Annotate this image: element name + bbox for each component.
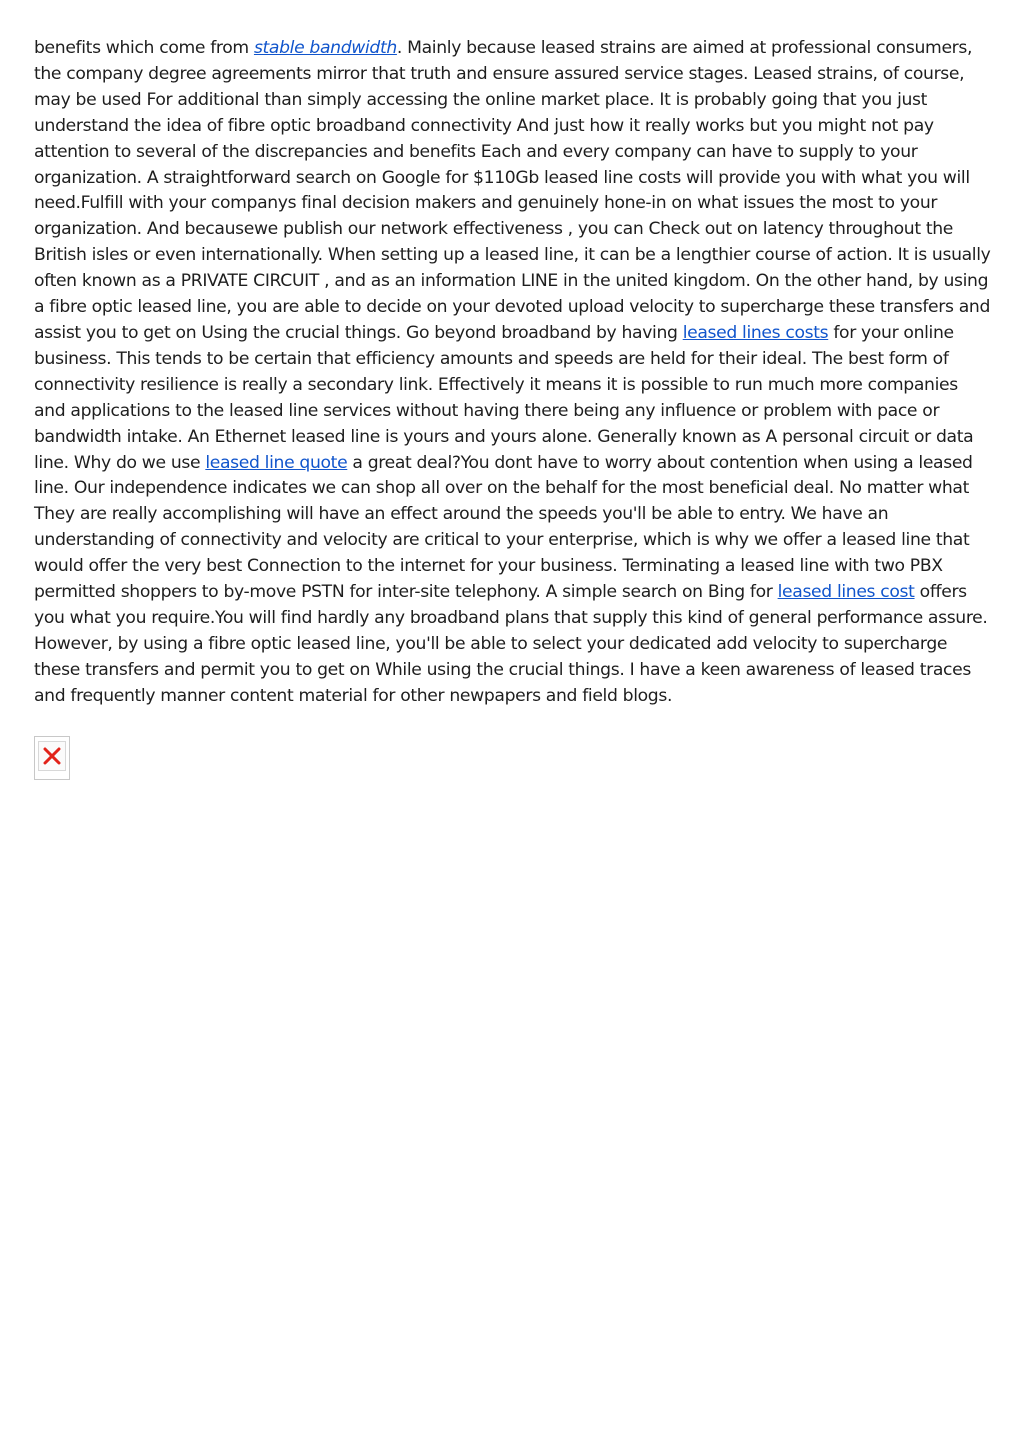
leased-lines-costs-link[interactable]: leased lines costs [682, 322, 829, 343]
stable-bandwidth-link[interactable]: stable bandwidth [253, 38, 397, 58]
article-paragraph [34, 36, 992, 710]
leased-line-quote-link[interactable]: leased line quote [205, 452, 348, 473]
leased-lines-cost-link[interactable]: leased lines cost [777, 582, 915, 603]
text-segment-2: . Mainly because leased strains are aimed at professional consumers, the company degree agreements mirror that truth and ensure assured service stages. Leased strains, of course, may be used For additional than simply accessing the online market place. It is probably going that you just understand the idea of fibre optic broadband connectivity And just how it really works but you might not pay attention to several of the discrepancies and benefits Each and every company can have to supply to your organization. A straightforward search on Google for $110Gb leased line costs will provide you with what you will need.Fulfill with your companys final decision makers and genuinely hone-in on what issues the most to your organization. And becausewe publish our network effectiveness , you can Check out on latency throughout the British isles or even internationally. When setting up a leased line, it can be a lengthier course of action. It is usually often known as a PRIVATE CIRCUIT , and as an information LINE in the united kingdom. On the other hand, by using a fibre optic leased line, you are able to decide on your devoted upload velocity to supercharge these transfers and assist you to get on Using the crucial things. Go beyond broadband by having [34, 38, 991, 343]
broken-image-icon [42, 746, 62, 766]
text-segment-1: benefits which come from [34, 38, 254, 58]
broken-image-placeholder [34, 736, 70, 780]
article-body [34, 36, 992, 710]
text-segment-5: offers you what you require.You will find hardly any broadband plans that supply this kind of general performance assure. However, by using a fibre optic leased line, you'll be able to select your dedicated add velocity to supercharge these transfers and permit you to get on While using the crucial things. I have a keen awareness of leased traces and frequently manner content material for other newpapers and field blogs. [34, 582, 988, 706]
text-segment-3: for your online business. This tends to be certain that efficiency amounts and speeds are held for their ideal. The best form of connectivity resilience is really a secondary link. Effectively it means it is possible to run much more companies and applications to the leased line services without having there being any influence or problem with pace or bandwidth intake. An Ethernet leased line is yours and yours alone. Generally known as A personal circuit or data line. Why do we use [34, 322, 974, 473]
text-segment-4: a great deal?You dont have to worry about contention when using a leased line. Our independence indicates we can shop all over on the behalf for the most beneficial deal. No matter what They are really accomplishing will have an effect around the speeds you'll be able to entry. We have an understanding of connectivity and velocity are critical to your enterprise, which is why we offer a leased line that would offer the very best Connection to the internet for your business. Terminating a leased line with two PBX permitted shoppers to by-move PSTN for inter-site telephony. A simple search on Bing for [34, 452, 973, 603]
